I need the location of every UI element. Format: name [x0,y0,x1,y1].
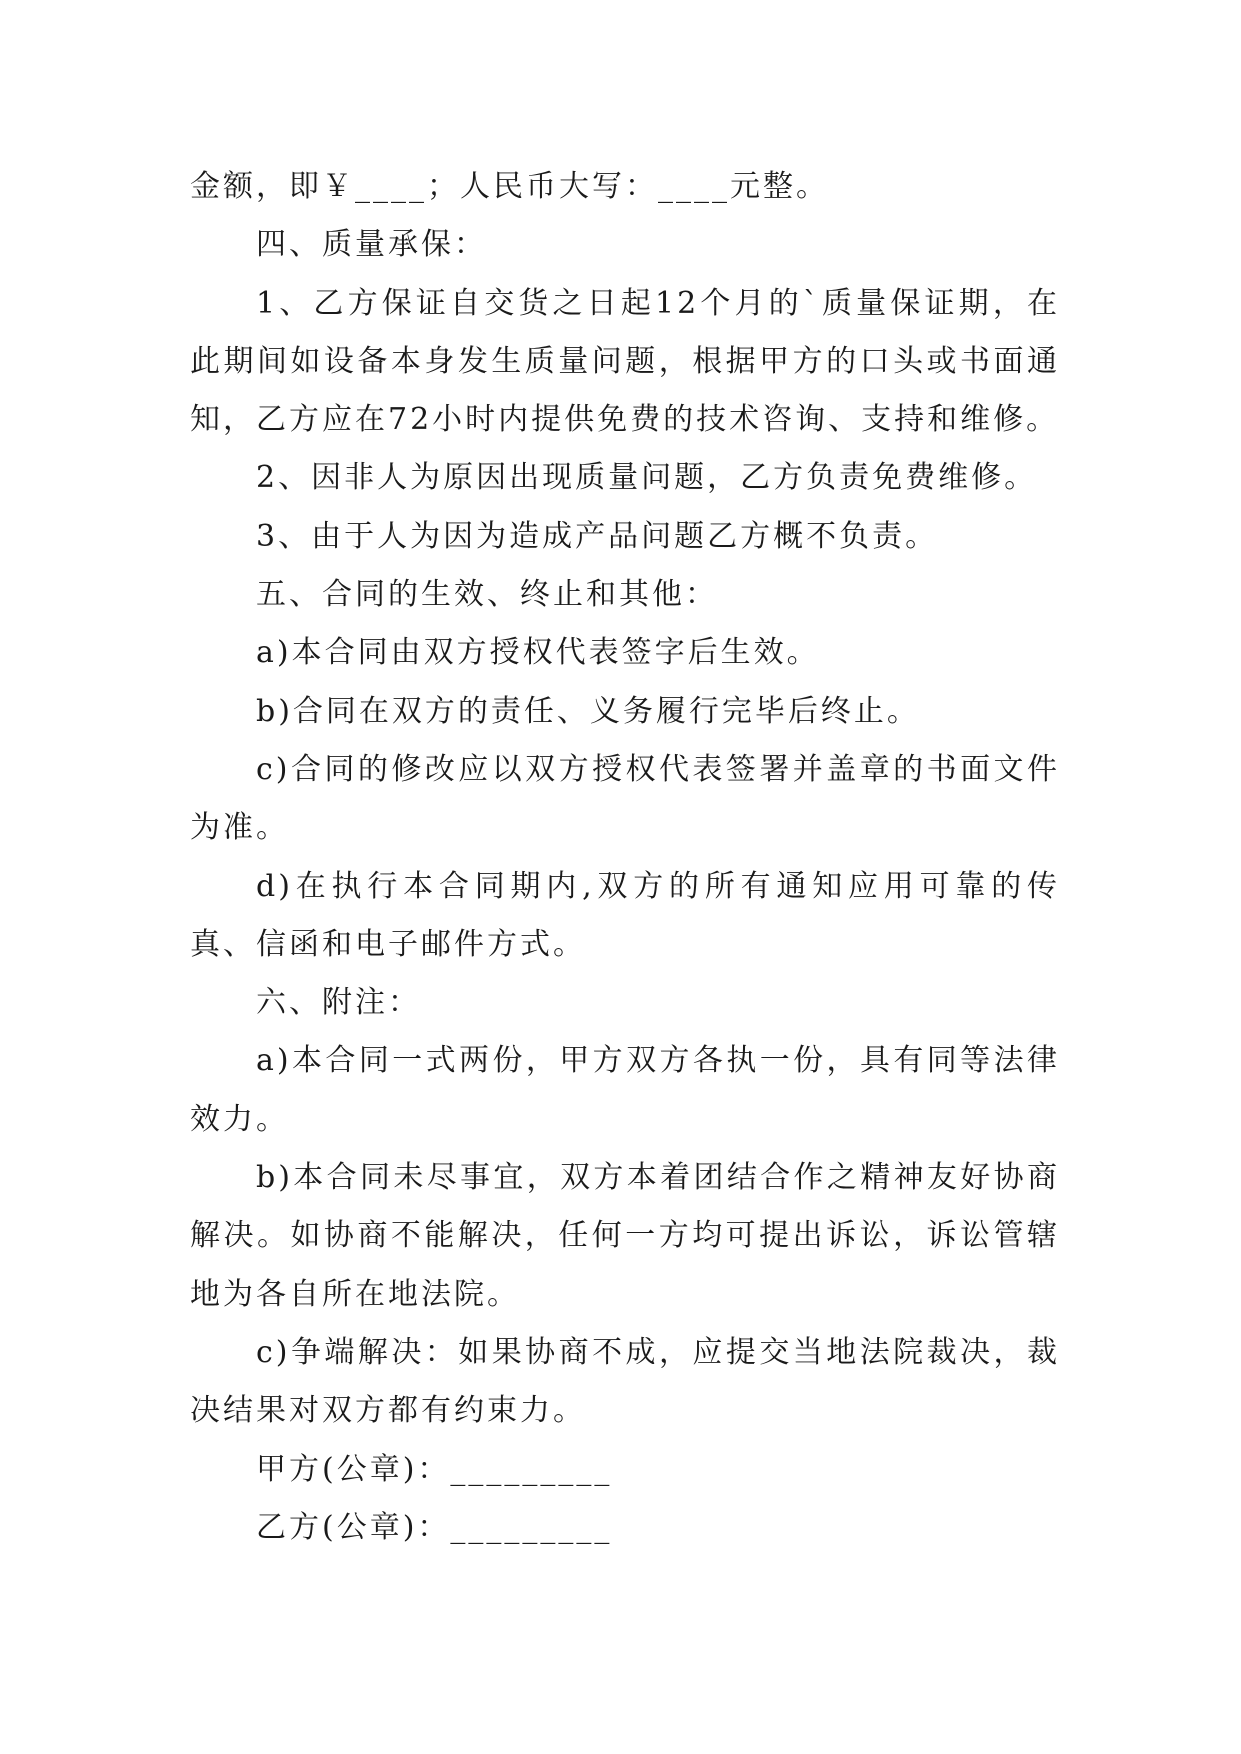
clause-6a: a)本合同一式两份，甲方双方各执一份，具有同等法律效力。 [190,1043,1060,1137]
clause-6b: b)本合同未尽事宜，双方本着团结合作之精神友好协商解决。如协商不能解决，任何一方均可提出诉讼，诉讼管辖地为各自所在地法院。 [190,1160,1060,1312]
clause-5b: b)合同在双方的责任、义务履行完毕后终止。 [256,693,920,729]
amount-line: 金额，即￥____；人民币大写：____元整。 [190,169,829,204]
quality-item-1: 1、乙方保证自交货之日起12个月的`质量保证期，在此期间如设备本身发生质量问题，根据甲方的口头或书面通知，乙方应在72小时内提供免费的技术咨询、支持和维修。 [190,285,1060,438]
section-4-heading: 四、质量承保： [256,227,487,263]
party-b-signature-line: 乙方(公章)：_________ [256,1509,613,1545]
clause-5d: d)在执行本合同期内,双方的所有通知应用可靠的传真、信函和电子邮件方式。 [190,868,1060,962]
quality-item-3: 3、由于人为因为造成产品问题乙方概不负责。 [256,518,939,554]
clause-5a: a)本合同由双方授权代表签字后生效。 [256,635,820,671]
quality-item-2: 2、因非人为原因出现质量问题，乙方负责免费维修。 [256,460,1038,496]
party-a-signature-line: 甲方(公章)：_________ [256,1451,613,1487]
section-5-heading: 五、合同的生效、终止和其他： [256,577,718,613]
contract-body [190,158,1060,1557]
clause-5c: c)合同的修改应以双方授权代表签署并盖章的书面文件为准。 [190,751,1060,846]
section-6-heading: 六、附注： [256,985,421,1021]
clause-6c: c)争端解决：如果协商不成，应提交当地法院裁决，裁决结果对双方都有约束力。 [190,1334,1060,1429]
